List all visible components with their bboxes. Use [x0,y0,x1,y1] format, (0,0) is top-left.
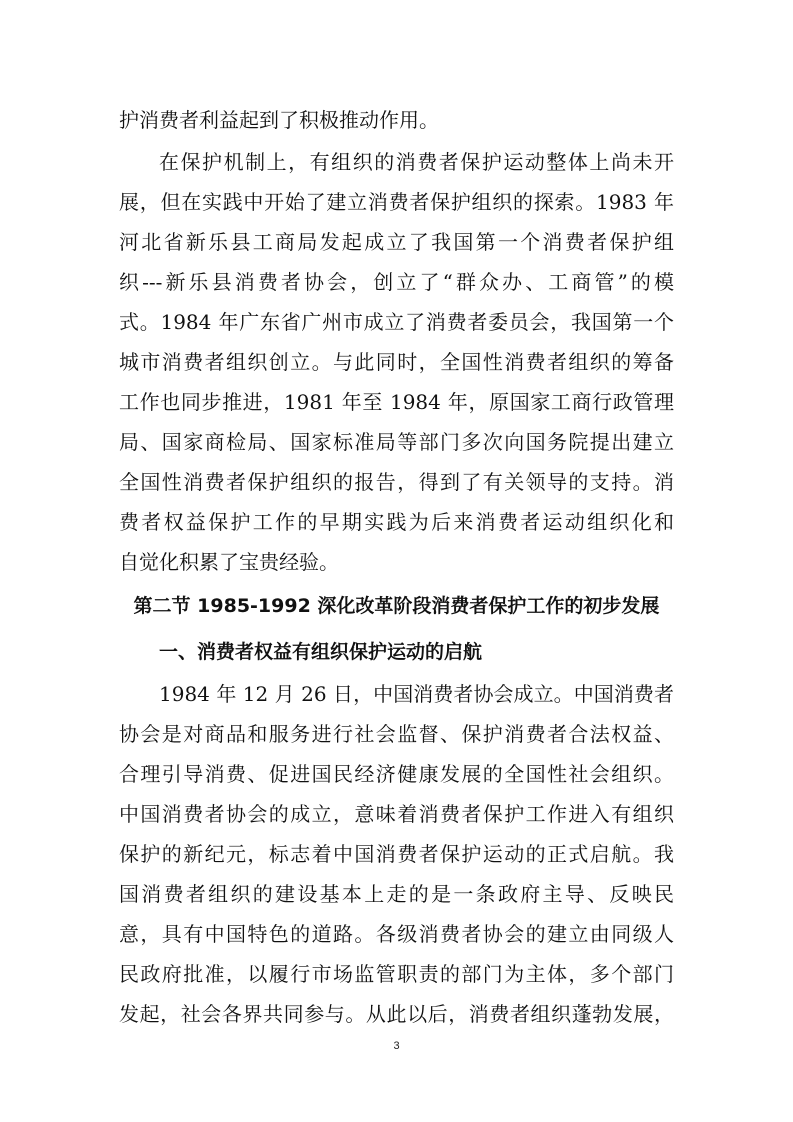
paragraph-line: 协会是对商品和服务进行社会监督、保护消费者合法权益、 [119,722,674,746]
paragraph-line: 展，但在实践中开始了建立消费者保护组织的探索。1983 年 [119,190,674,214]
paragraph-line: 合理引导消费、促进国民经济健康发展的全国性社会组织。 [119,762,674,786]
paragraph-line: 自觉化积累了宝贵经验。 [119,550,339,574]
paragraph-line: 局、国家商检局、国家标准局等部门多次向国务院提出建立 [119,430,674,454]
paragraph-line: 费者权益保护工作的早期实践为后来消费者运动组织化和 [119,510,674,534]
paragraph-line: 中国消费者协会的成立，意味着消费者保护工作进入有组织 [119,802,674,826]
paragraph-line: 保护的新纪元，标志着中国消费者保护运动的正式启航。我 [119,842,674,866]
paragraph-line: 国消费者组织的建设基本上走的是一条政府主导、反映民 [119,882,674,906]
paragraph-line: 城市消费者组织创立。与此同时，全国性消费者组织的筹备 [119,350,674,374]
paragraph-line: 工作也同步推进，1981 年至 1984 年，原国家工商行政管理 [119,390,674,414]
paragraph-line: 护消费者利益起到了积极推动作用。 [119,108,439,132]
paragraph-line: 1984 年 12 月 26 日，中国消费者协会成立。中国消费者 [159,682,674,706]
paragraph-line: 式。1984 年广东省广州市成立了消费者委员会，我国第一个 [119,310,674,334]
page-number: 3 [393,1040,400,1052]
paragraph-line: 河北省新乐县工商局发起成立了我国第一个消费者保护组 [119,230,674,254]
paragraph-line: 在保护机制上，有组织的消费者保护运动整体上尚未开 [159,150,674,174]
paragraph-line: 民政府批准，以履行市场监管职责的部门为主体，多个部门 [119,962,674,986]
section-title: 第二节 1985-1992 深化改革阶段消费者保护工作的初步发展 [133,595,660,617]
paragraph-line: 全国性消费者保护组织的报告，得到了有关领导的支持。消 [119,470,674,494]
paragraph-line: 意，具有中国特色的道路。各级消费者协会的建立由同级人 [119,922,674,946]
paragraph-line: 织---新乐县消费者协会，创立了“群众办、工商管”的模 [119,270,674,294]
paragraph-line: 发起，社会各界共同参与。从此以后，消费者组织蓬勃发展， [119,1002,674,1026]
subsection-title: 一、消费者权益有组织保护运动的启航 [159,641,483,663]
